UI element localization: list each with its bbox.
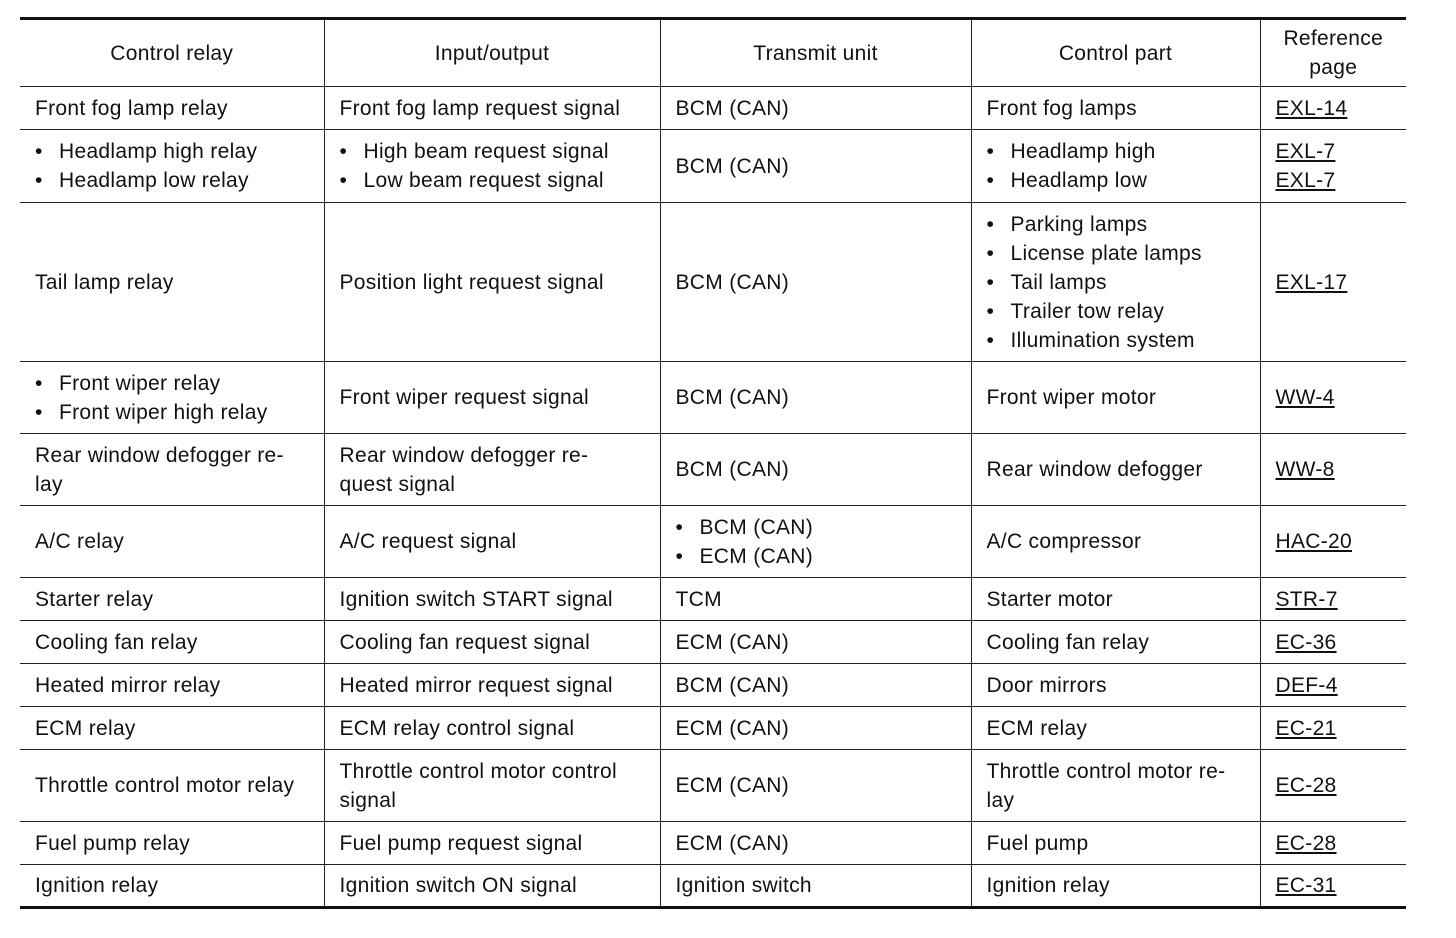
cell-text-line: ECM (CAN) (675, 630, 790, 654)
reference-link[interactable]: EC-31 (1275, 874, 1337, 897)
bullet-list (35, 137, 309, 195)
control-relay-cell (20, 707, 324, 750)
reference-page-cell (1260, 506, 1406, 578)
transmit-unit-cell (660, 822, 971, 865)
table-row (20, 578, 1406, 621)
input-output-cell (324, 506, 660, 578)
cell-text-line: Fuel pump relay (35, 831, 191, 855)
cell-text-line: ECM (CAN) (675, 831, 790, 855)
control-relay-cell (20, 506, 324, 578)
control-part-cell (971, 130, 1260, 203)
cell-text-line: BCM (CAN) (675, 386, 790, 409)
bullet-item: • Front wiper relay (35, 369, 309, 398)
bullet-item: • Headlamp high relay (35, 137, 309, 166)
cell-text-line: Ignition switch ON signal (339, 874, 577, 897)
transmit-unit-cell (660, 621, 971, 664)
bullet-item: • ECM (CAN) (676, 542, 956, 571)
reference-link[interactable]: DEF-4 (1275, 673, 1338, 697)
cell-text-line: BCM (CAN) (675, 270, 790, 294)
reference-page-cell (1260, 130, 1406, 203)
transmit-unit-cell (660, 434, 971, 506)
reference-link[interactable]: EXL-7 (1275, 169, 1336, 192)
control-part-cell (971, 362, 1260, 434)
reference-page-cell (1260, 621, 1406, 664)
control-relay-cell (20, 621, 324, 664)
table-body (20, 87, 1406, 908)
reference-page-cell (1260, 865, 1406, 908)
cell-text-line: Ignition switch START signal (339, 587, 613, 611)
cell-text-line: Fuel pump request signal (339, 831, 583, 855)
bullet-item: • Headlamp low (987, 166, 1245, 195)
input-output-cell (324, 707, 660, 750)
reference-page-cell (1260, 434, 1406, 506)
table-row (20, 865, 1406, 908)
table-row (20, 506, 1406, 578)
cell-text-line: Heated mirror request signal (339, 673, 613, 697)
bullet-item: • High beam request signal (340, 137, 645, 166)
reference-page-cell (1260, 362, 1406, 434)
cell-text-line: ECM (CAN) (675, 774, 790, 797)
cell-text-line: Front fog lamp relay (35, 96, 228, 120)
cell-text-line: Rear window defogger re- (339, 443, 589, 467)
cell-text-line: BCM (CAN) (675, 96, 790, 120)
cell-text-line: BCM (CAN) (675, 154, 790, 178)
control-relay-cell (20, 750, 324, 822)
transmit-unit-cell (660, 865, 971, 908)
cell-text-line: Starter relay (35, 587, 154, 611)
cell-text-line: Front fog lamp request signal (339, 96, 621, 120)
reference-page-cell (1260, 750, 1406, 822)
table-row (20, 707, 1406, 750)
reference-page-cell (1260, 707, 1406, 750)
control-relay-cell (20, 362, 324, 434)
cell-text-line: TCM (675, 587, 722, 611)
cell-text-line: signal (339, 788, 397, 812)
reference-link[interactable]: EC-36 (1275, 630, 1337, 654)
bullet-item: • License plate lamps (987, 239, 1245, 268)
cell-text-line: Front fog lamps (986, 96, 1137, 120)
reference-page-cell (1260, 578, 1406, 621)
input-output-cell (324, 822, 660, 865)
bullet-item: • Parking lamps (987, 210, 1245, 239)
reference-page-cell (1260, 822, 1406, 865)
cell-text-line: quest signal (339, 472, 456, 496)
header-transmit-unit: Transmit unit (660, 19, 971, 87)
cell-text-line: Fuel pump (986, 831, 1089, 855)
reference-link[interactable]: EC-28 (1275, 774, 1337, 797)
cell-text-line: Cooling fan relay (986, 630, 1150, 654)
cell-text-line: Ignition relay (35, 874, 159, 897)
table-row (20, 750, 1406, 822)
table-row (20, 621, 1406, 664)
table-row (20, 664, 1406, 707)
control-part-cell (971, 87, 1260, 130)
transmit-unit-cell (660, 750, 971, 822)
bullet-item: • Headlamp low relay (35, 166, 309, 195)
control-relay-cell (20, 434, 324, 506)
cell-text-line: Throttle control motor re- (986, 759, 1226, 783)
cell-text-line: A/C request signal (339, 530, 517, 553)
control-relay-cell (20, 865, 324, 908)
reference-link[interactable]: EXL-7 (1275, 140, 1336, 163)
table-row (20, 822, 1406, 865)
control-part-cell (971, 707, 1260, 750)
cell-text-line: Heated mirror relay (35, 673, 221, 697)
reference-link[interactable]: WW-4 (1275, 386, 1335, 409)
cell-text-line: Front wiper request signal (339, 386, 589, 409)
bullet-list (987, 137, 1245, 195)
reference-link[interactable]: STR-7 (1275, 587, 1338, 611)
table-header-row (20, 19, 1406, 87)
cell-text-line: BCM (CAN) (675, 673, 790, 697)
cell-text-line: Front wiper motor (986, 386, 1157, 409)
cell-text-line: A/C compressor (986, 530, 1142, 553)
input-output-cell (324, 578, 660, 621)
control-relay-cell (20, 578, 324, 621)
input-output-cell (324, 621, 660, 664)
control-part-cell (971, 434, 1260, 506)
input-output-cell (324, 865, 660, 908)
cell-text-line: ECM relay control signal (339, 716, 575, 740)
reference-page-cell (1260, 87, 1406, 130)
cell-text-line: Throttle control motor relay (35, 774, 295, 797)
control-part-cell (971, 750, 1260, 822)
input-output-cell (324, 87, 660, 130)
cell-text-line: Cooling fan request signal (339, 630, 591, 654)
header-input-output: Input/output (324, 19, 660, 87)
transmit-unit-cell (660, 506, 971, 578)
table-row (20, 130, 1406, 203)
input-output-cell (324, 203, 660, 362)
control-part-cell (971, 621, 1260, 664)
cell-text-line: ECM (CAN) (675, 716, 790, 740)
bullet-item: • Headlamp high (987, 137, 1245, 166)
input-output-cell (324, 434, 660, 506)
cell-text-line: Rear window defogger (986, 458, 1203, 481)
control-relay-cell (20, 664, 324, 707)
table-row (20, 203, 1406, 362)
cell-text-line: lay (986, 788, 1015, 812)
transmit-unit-cell (660, 87, 971, 130)
cell-text-line: Tail lamp relay (35, 270, 174, 294)
cell-text-line: lay (35, 472, 63, 496)
table-row (20, 434, 1406, 506)
cell-text-line: Position light request signal (339, 270, 604, 294)
relay-control-table (20, 17, 1406, 909)
transmit-unit-cell (660, 707, 971, 750)
cell-text-line: Door mirrors (986, 673, 1107, 697)
cell-text-line: Throttle control motor control (339, 759, 617, 783)
bullet-list (987, 210, 1245, 355)
header-control-relay: Control relay (20, 19, 324, 87)
cell-text-line: BCM (CAN) (675, 458, 790, 481)
transmit-unit-cell (660, 362, 971, 434)
reference-link[interactable]: HAC-20 (1275, 530, 1352, 553)
cell-text-line: A/C relay (35, 530, 125, 553)
bullet-list (35, 369, 309, 427)
input-output-cell (324, 664, 660, 707)
reference-link[interactable]: EXL-17 (1275, 270, 1348, 294)
reference-link[interactable]: EC-28 (1275, 831, 1337, 855)
table-row (20, 362, 1406, 434)
bullet-list (340, 137, 645, 195)
control-relay-cell (20, 203, 324, 362)
transmit-unit-cell (660, 578, 971, 621)
cell-text-line: ECM relay (986, 716, 1088, 740)
table-row (20, 87, 1406, 130)
reference-link[interactable]: WW-8 (1275, 458, 1335, 481)
cell-text-line: Cooling fan relay (35, 630, 198, 654)
cell-text-line: ECM relay (35, 716, 136, 740)
bullet-item: • Illumination system (987, 326, 1245, 355)
input-output-cell (324, 750, 660, 822)
reference-link[interactable]: EC-21 (1275, 716, 1337, 740)
cell-text-line: Ignition relay (986, 874, 1110, 897)
header-reference-page: Reference page (1260, 19, 1406, 87)
control-part-cell (971, 506, 1260, 578)
control-part-cell (971, 578, 1260, 621)
input-output-cell (324, 362, 660, 434)
bullet-item: • BCM (CAN) (676, 513, 956, 542)
transmit-unit-cell (660, 130, 971, 203)
transmit-unit-cell (660, 203, 971, 362)
input-output-cell (324, 130, 660, 203)
control-part-cell (971, 822, 1260, 865)
control-relay-cell (20, 87, 324, 130)
bullet-item: • Low beam request signal (340, 166, 645, 195)
bullet-item: • Trailer tow relay (987, 297, 1245, 326)
cell-text-line: Starter motor (986, 587, 1113, 611)
bullet-item: • Front wiper high relay (35, 398, 309, 427)
bullet-item: • Tail lamps (987, 268, 1245, 297)
control-relay-cell (20, 822, 324, 865)
control-part-cell (971, 664, 1260, 707)
transmit-unit-cell (660, 664, 971, 707)
reference-page-cell (1260, 203, 1406, 362)
control-part-cell (971, 865, 1260, 908)
control-relay-cell (20, 130, 324, 203)
cell-text-line: Ignition switch (675, 874, 812, 897)
bullet-list (676, 513, 956, 571)
header-control-part: Control part (971, 19, 1260, 87)
reference-page-cell (1260, 664, 1406, 707)
cell-text-line: Rear window defogger re- (35, 443, 284, 467)
reference-link[interactable]: EXL-14 (1275, 96, 1348, 120)
control-part-cell (971, 203, 1260, 362)
